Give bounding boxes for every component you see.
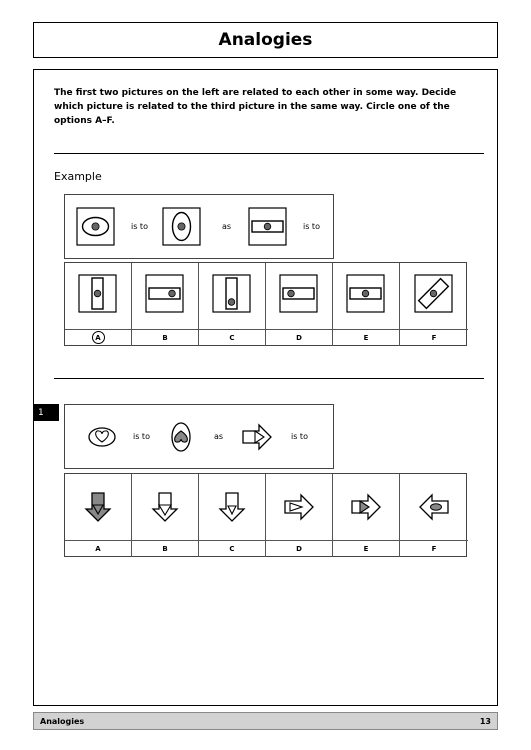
instructions-text: The first two pictures on the left are related to each other in some way. Decide which picture is related to the third picture in the same way. Circle one of the options A–F. bbox=[54, 88, 457, 126]
question1-label-c[interactable]: C bbox=[199, 540, 266, 557]
circled-answer-a: A bbox=[92, 331, 105, 344]
example-prompt-figures bbox=[65, 195, 335, 260]
divider-line-2 bbox=[54, 378, 484, 379]
example-option-e[interactable] bbox=[333, 263, 400, 329]
question1-label-a[interactable]: A bbox=[65, 540, 132, 557]
example-label-b[interactable]: B bbox=[132, 329, 199, 346]
example-label-c[interactable]: C bbox=[199, 329, 266, 346]
question1-label-e[interactable]: E bbox=[333, 540, 400, 557]
example-label: Example bbox=[54, 170, 102, 183]
is-to-text: is to bbox=[133, 432, 150, 441]
question1-option-a[interactable] bbox=[65, 474, 132, 540]
question1-options-panel bbox=[64, 473, 467, 557]
example-label-a[interactable] bbox=[65, 329, 132, 346]
is-to-text-2: is to bbox=[303, 222, 320, 231]
example-label-e[interactable]: E bbox=[333, 329, 400, 346]
question1-label-d[interactable]: D bbox=[266, 540, 333, 557]
question-number: 1 bbox=[33, 404, 59, 421]
question1-option-b[interactable] bbox=[132, 474, 199, 540]
example-options-panel bbox=[64, 262, 467, 346]
footer-bar bbox=[33, 712, 498, 730]
example-label-d[interactable]: D bbox=[266, 329, 333, 346]
question1-prompt-panel bbox=[64, 404, 334, 469]
worksheet-frame bbox=[33, 69, 498, 706]
question1-option-f[interactable] bbox=[400, 474, 468, 540]
example-option-d[interactable] bbox=[266, 263, 333, 329]
example-fig-2 bbox=[163, 208, 200, 245]
q1-fig-3 bbox=[243, 425, 271, 449]
example-option-c[interactable] bbox=[199, 263, 266, 329]
as-text: as bbox=[222, 222, 232, 231]
page-title: Analogies bbox=[33, 22, 498, 58]
footer-page-number: 13 bbox=[479, 716, 491, 726]
example-option-a[interactable] bbox=[65, 263, 132, 329]
example-option-b[interactable] bbox=[132, 263, 199, 329]
example-option-f[interactable] bbox=[400, 263, 468, 329]
question1-option-c[interactable] bbox=[199, 474, 266, 540]
question1-label-f[interactable]: F bbox=[431, 544, 437, 553]
question1-option-d[interactable] bbox=[266, 474, 333, 540]
question1-option-e[interactable] bbox=[333, 474, 400, 540]
footer-section-title: Analogies bbox=[40, 716, 85, 726]
example-fig-3 bbox=[249, 208, 286, 245]
q1-fig-1 bbox=[89, 428, 115, 446]
question1-label-b[interactable]: B bbox=[132, 540, 199, 557]
example-label-f[interactable]: F bbox=[431, 333, 437, 342]
as-text: as bbox=[214, 432, 224, 441]
divider-line bbox=[54, 153, 484, 154]
q1-fig-2 bbox=[172, 423, 190, 451]
example-fig-1 bbox=[77, 208, 114, 245]
example-prompt-panel bbox=[64, 194, 334, 259]
is-to-text: is to bbox=[131, 222, 148, 231]
is-to-text-2: is to bbox=[291, 432, 308, 441]
